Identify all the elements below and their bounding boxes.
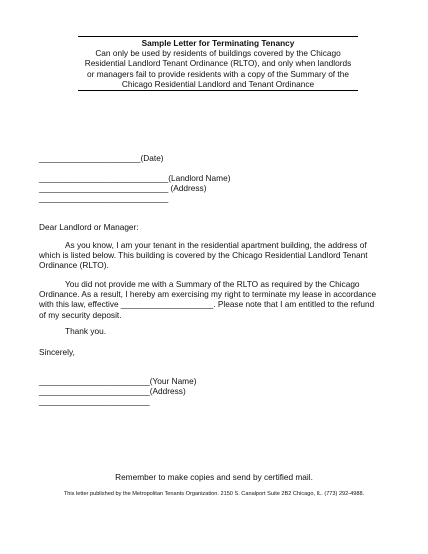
landlord-address-line2: ____________________________ bbox=[39, 193, 169, 203]
your-address-field: ________________________(Address) bbox=[39, 386, 186, 396]
paragraph-line: of my security deposit. bbox=[39, 309, 122, 320]
reminder-note: Remember to make copies and send by certified mail. bbox=[115, 472, 313, 482]
paragraph-line: which is listed below. This building is covered by the Chicago Residential Landlord Tenant bbox=[39, 250, 368, 261]
header-line: Residential Landlord Tenant Ordinance (RLTO), and only when landlords bbox=[84, 58, 352, 69]
paragraph-1 bbox=[39, 240, 389, 271]
header-line: Chicago Residential Landlord and Tenant Ordinance bbox=[121, 78, 315, 89]
letter-title: Sample Letter for Terminating Tenancy bbox=[141, 38, 295, 48]
paragraph-line: Ordinance (RLTO). bbox=[39, 260, 109, 271]
paragraph-line: As you know, I am your tenant in the residential apartment building, the address of bbox=[65, 240, 367, 250]
header-line: or managers fail to provide residents with a copy of the Summary of the bbox=[87, 68, 349, 79]
closing: Sincerely, bbox=[39, 347, 75, 357]
paragraph-line: with this law, effective ____________________. Please note that I am entitled to the refund bbox=[39, 299, 375, 310]
header-line: Can only be used by residents of buildings covered by the Chicago bbox=[95, 48, 341, 59]
salutation: Dear Landlord or Manager: bbox=[39, 222, 139, 232]
your-address-line2: ________________________ bbox=[39, 396, 150, 406]
paragraph-2 bbox=[39, 279, 389, 320]
paragraph-line: You did not provide me with a Summary of the RLTO as required by the Chicago bbox=[65, 279, 360, 289]
thank-you: Thank you. bbox=[65, 326, 107, 336]
footer-publisher: This letter published by the Metropolitan Tenants Organization. 2150 S. Canalport Suite 2B2 Chicago, IL. (773) 292-4988. bbox=[63, 491, 365, 497]
landlord-address-field: ____________________________ (Address) bbox=[39, 183, 207, 193]
your-name-field: ________________________(Your Name) bbox=[39, 376, 197, 386]
paragraph-line: Ordinance. As a result, I hereby am exercising my right to terminate my lease in accordance bbox=[39, 289, 377, 300]
header-notice bbox=[78, 36, 358, 91]
date-field: ______________________(Date) bbox=[39, 153, 164, 163]
landlord-name-field: ____________________________(Landlord Name) bbox=[39, 173, 231, 183]
